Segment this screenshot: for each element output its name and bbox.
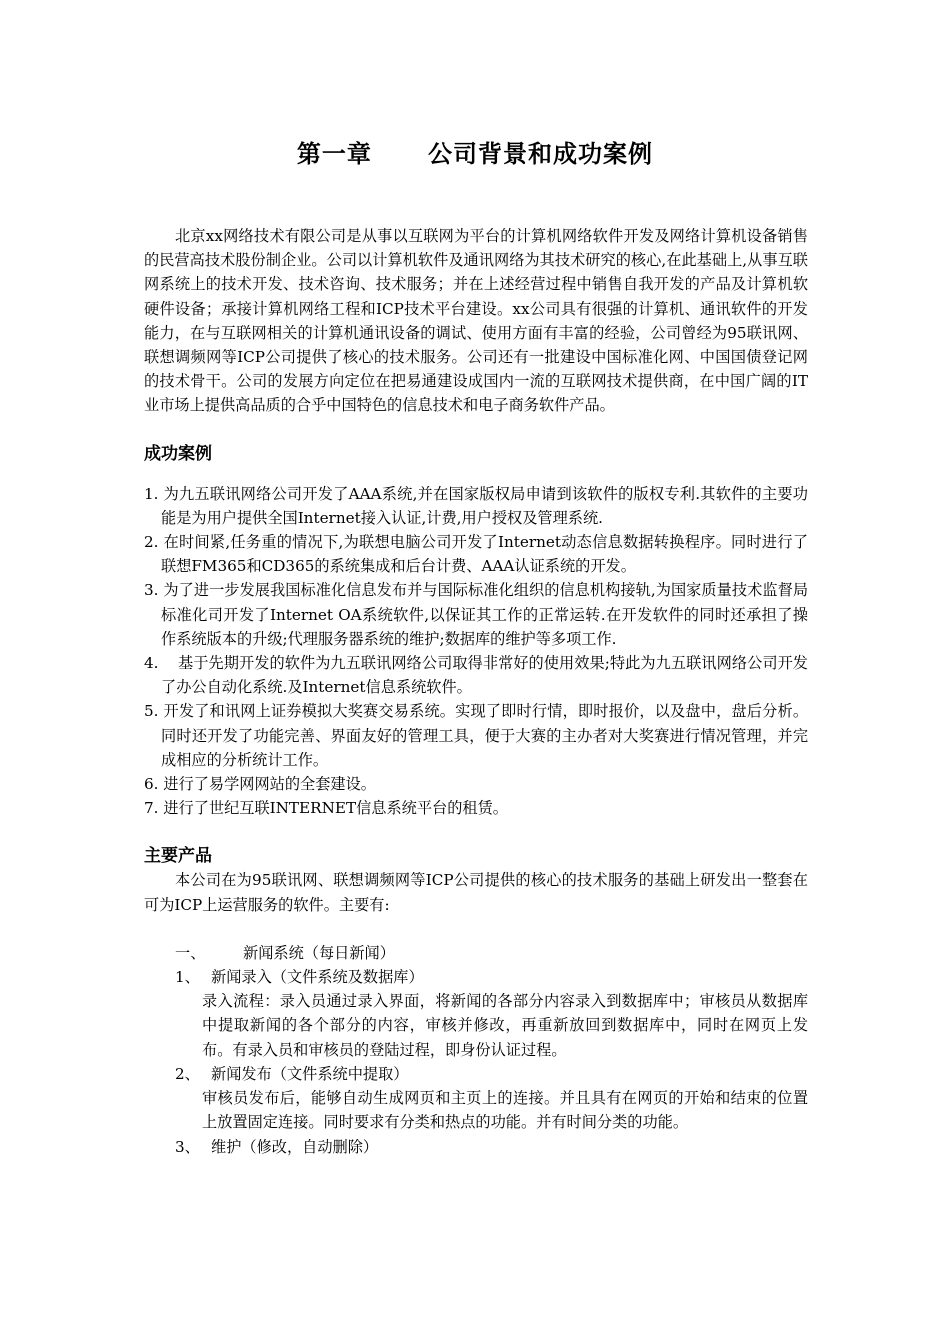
list-item: 1. 为九五联讯网络公司开发了AAA系统,并在国家版权局申请到该软件的版权专利.其软件的主要功能是为用户提供全国Internet接入认证,计费,用户授权及管理系统. (144, 482, 808, 530)
intro-paragraph: 北京xx网络技术有限公司是从事以互联网为平台的计算机网络软件开发及网络计算机设备销售的民营高技术股份制企业。公司以计算机软件及通讯网络为其技术研究的核心,在此基础上,从事互联网系统上的技术开发、技术咨询、技术服务；并在上述经营过程中销售自我开发的产品及计算机软硬件设备；承接计算机网络工程和ICP技术平台建设。xx公司具有很强的计算机、通讯软件的开发能力，在与互联网相关的计算机通讯设备的调试、使用方面有丰富的经验，公司曾经为95联讯网、联想调频网等ICP公司提供了核心的技术服务。公司还有一批建设中国标准化网、中国国债登记网的技术骨干。公司的发展方向定位在把易通建设成国内一流的互联网技术提供商，在中国广阔的IT业市场上提供高品质的合乎中国特色的信息技术和电子商务软件产品。 (144, 227, 808, 415)
list-item: 6. 进行了易学网网站的全套建设。 (144, 772, 808, 796)
list-item: 3. 为了进一步发展我国标准化信息发布并与国际标准化组织的信息机构接轨,为国家质量技术监督局标准化司开发了Internet OA系统软件,以保证其工作的正常运转.在开发软件的同时还承担了操作系统版本的升级;代理服务器系统的维护;数据库的维护等多项工作. (144, 578, 808, 651)
outline-marker: 3、 (175, 1137, 200, 1156)
product-item: 3、 维护（修改，自动删除） (144, 1135, 808, 1159)
product-main-item: 一、 新闻系统（每日新闻） (144, 941, 808, 965)
product-item-desc: 录入流程：录入员通过录入界面，将新闻的各部分内容录入到数据库中；审核员从数据库中提取新闻的各个部分的内容，审核并修改，再重新放回到数据库中，同时在网页上发布。有录入员和审核员的登陆过程，即身份认证过程。 (202, 992, 808, 1059)
cases-list (144, 482, 808, 821)
list-item: 5. 开发了和讯网上证券模拟大奖赛交易系统。实现了即时行情，即时报价，以及盘中，盘后分析。同时还开发了功能完善、界面友好的管理工具，便于大赛的主办者对大奖赛进行情况管理，并完成相应的分析统计工作。 (144, 699, 808, 772)
list-number: 7. (144, 799, 159, 818)
list-number: 3. (144, 581, 159, 600)
list-item: 4. 基于先期开发的软件为九五联讯网络公司取得非常好的使用效果;特此为九五联讯网络公司开发了办公自动化系统.及Internet信息系统软件。 (144, 651, 808, 699)
cases-heading: 成功案例 (144, 443, 212, 464)
outline-marker: 一、 (175, 943, 206, 962)
product-item: 1、 新闻录入（文件系统及数据库） (144, 965, 808, 989)
outline-marker: 1、 (175, 968, 200, 987)
document-body (144, 224, 808, 1159)
list-number: 1. (144, 484, 159, 503)
list-number: 2. (144, 533, 159, 552)
outline-marker: 2、 (175, 1064, 200, 1083)
products-outline (144, 941, 808, 1159)
products-intro: 本公司在为95联讯网、联想调频网等ICP公司提供的核心的技术服务的基础上研发出一整套在可为ICP上运营服务的软件。主要有: (144, 871, 808, 914)
products-heading: 主要产品 (144, 846, 212, 867)
chapter-title: 第一章 公司背景和成功案例 (296, 140, 654, 168)
list-number: 4. (144, 654, 159, 673)
product-item: 2、 新闻发布（文件系统中提取） (144, 1062, 808, 1086)
list-item: 2. 在时间紧,任务重的情况下,为联想电脑公司开发了Internet动态信息数据转换程序。同时进行了联想FM365和CD365的系统集成和后台计费、AAA认证系统的开发。 (144, 530, 808, 578)
list-number: 6. (144, 775, 159, 794)
list-item: 7. 进行了世纪互联INTERNET信息系统平台的租赁。 (144, 796, 808, 820)
list-number: 5. (144, 702, 159, 721)
product-item-desc: 审核员发布后，能够自动生成网页和主页上的连接。并且具有在网页的开始和结束的位置上放置固定连接。同时要求有分类和热点的功能。并有时间分类的功能。 (202, 1089, 808, 1132)
